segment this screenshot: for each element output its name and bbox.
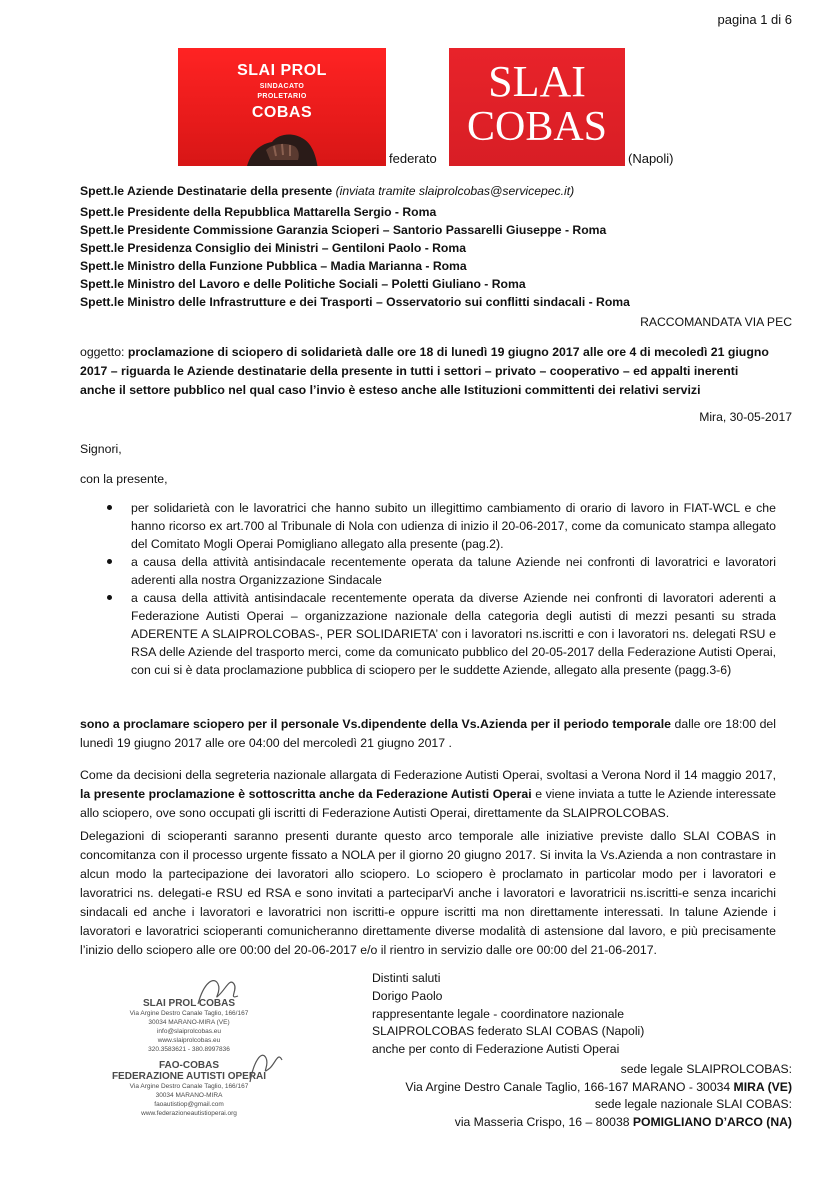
proclamation: [80, 715, 776, 753]
logo-left-line3: PROLETARIO: [257, 93, 307, 100]
closing-line: anche per conto di Federazione Autisti Operai: [372, 1042, 620, 1057]
stamp-line: FAO-COBAS: [159, 1060, 219, 1071]
closing-block: [372, 970, 644, 1059]
stamp-line: Via Argine Destro Canale Taglio, 166/167: [129, 1083, 249, 1090]
paragraph-delegations: Delegazioni di scioperanti saranno presenti durante questo arco temporale alle iniziative previste dallo SLAI COBAS in concomitanza con il processo urgente fissato a NOLA per il giorno 20 giugno 2017. Si invita la Vs.Azienda a non contrastare in alcun modo la partecipazione dei lavoratori allo sciopero. Lo sciopero è proclamato in particolar modo per i lavoratori e lavoratrici ns. delegati-e RSU ed RSA e sono invitati a parteciparVi anche i lavoratori e lavoratricii ns.iscritti-e senza incarichi sindacali ed anche i lavoratori e lavoratrici non iscritti-e oppure iscritti ma non direttamente interessati. In talune Aziende i lavoratori e lavoratrici scioperanti comunicheranno direttamente diverse modalità di astensione dal lavoro, e più precisamente l’inizio dello sciopero alle ore 00:00 del 20-06-2017 e/o il rientro in servizio dalle ore 00:00 del 21-06-2017.: [80, 829, 776, 957]
salutation: Signori,: [80, 442, 122, 456]
decisions-bold: la presente proclamazione è sottoscritta anche da Federazione Autisti Operai: [80, 787, 532, 801]
raccomandata-label: RACCOMANDATA VIA PEC: [640, 315, 792, 329]
handshake-fist-icon: [236, 126, 326, 166]
legal-addresses: [405, 1061, 792, 1131]
stamp-line: 30034 MARANO-MIRA: [155, 1092, 223, 1099]
logo-left-line4: COBAS: [251, 104, 313, 121]
recipient-line: Spett.le Ministro della Funzione Pubblica – Madia Marianna - Roma: [80, 259, 467, 273]
proclamation-bold: sono a proclamare sciopero per il personale Vs.dipendente della Vs.Azienda per il periodo temporale: [80, 717, 672, 731]
page-number: pagina 1 di 6: [717, 12, 792, 27]
recipient-italic: (inviata tramite slaiprolcobas@servicepec.it): [332, 184, 575, 198]
sede-address-1-text: Via Argine Destro Canale Taglio, 166-167 MARANO - 30034: [405, 1079, 734, 1094]
logo-left-line1: SLAI PROL: [237, 62, 327, 79]
proclamation-normal: dalle ore 18:00 del lunedì 19 giugno 2017 alle ore 04:00 del mercoledì 21 giugno 2017 .: [80, 717, 777, 750]
slai-cobas-logo: [449, 48, 625, 166]
closing-line: SLAIPROLCOBAS federato SLAI COBAS (Napoli): [372, 1024, 645, 1039]
stamp-line: 30034 MARANO-MIRA (VE): [148, 1019, 230, 1026]
place-date: Mira, 30-05-2017: [699, 410, 792, 424]
logo-right-line2: COBAS: [466, 104, 608, 150]
stamp-line: www.slaiprolcobas.eu: [157, 1037, 221, 1044]
stamp-line: www.federazioneautistioperai.org: [141, 1110, 237, 1117]
logo-right-line1: SLAI: [488, 57, 586, 106]
recipient-line: Spett.le Presidente Commissione Garanzia Scioperi – Santorio Passarelli Giuseppe - Roma: [80, 223, 607, 237]
recipient-line: Spett.le Presidente della Repubblica Mattarella Sergio - Roma: [80, 205, 437, 219]
napoli-label: (Napoli): [628, 151, 674, 166]
slai-prol-cobas-logo: [178, 48, 386, 166]
stamp-line: faoautistiop@gmail.com: [154, 1101, 224, 1108]
sede-label-1: sede legale SLAIPROLCOBAS:: [620, 1062, 792, 1076]
stamp-line: info@slaiprolcobas.eu: [156, 1028, 222, 1035]
recipient-line: Spett.le Ministro delle Infrastrutture e dei Trasporti – Osservatorio sui conflitti sindacali - Roma: [80, 295, 630, 309]
list-item: a causa della attività antisindacale recentemente operata da talune Aziende nei confronti di lavoratrici e lavoratori aderenti alla nostra Organizzazione Sindacale: [80, 553, 776, 589]
sede-address-2-text: via Masseria Crispo, 16 – 80038: [454, 1114, 633, 1129]
subject-text: proclamazione di sciopero di solidarietà dalle ore 18 di lunedì 19 giugno 2017 alle ore 4 di mecoledì 21 giugno 2017 – riguarda le Aziende destinatarie della presente in tutti i settori – privato – cooperativo – ed appalti inerenti anche il settore pubblico nel qual caso l’invio è esteso anche alle Istituzioni committenti dei relativi servizi: [80, 345, 769, 397]
paragraph-decisions: [80, 766, 776, 823]
closing-line: Distinti saluti: [372, 971, 441, 985]
recipient-line: Spett.le Ministro del Lavoro e delle Politiche Sociali – Poletti Giuliano - Roma: [80, 277, 526, 291]
sede-label-2: sede legale nazionale SLAI COBAS:: [594, 1097, 792, 1111]
stamp-line: SLAI PROL COBAS: [142, 998, 236, 1009]
list-item: a causa della attività antisindacale recentemente operata da diverse Aziende nei confronti di lavoratori aderenti a Federazione Autisti Operai – organizzazione nazionale della categoria degli autisti di mezzi pesanti su strada ADERENTE A SLAIPROLCOBAS-, PER SOLIDARIETA’ con i lavoratori ns.iscritti e con i lavoratori ns. delegati RSU e RSA delle Aziende del trasporto merci, come da comunicato pubblico del 20-05-2017 della Federazione Autisti Operai, con cui si è data proclamazione pubblica di sciopero per le suddette Aziende, allegato alla presente (pagg.3-6): [80, 589, 776, 679]
sede-address-2: [405, 1114, 792, 1132]
sede-address-2-city: POMIGLIANO D’ARCO (NA): [632, 1114, 792, 1129]
federato-label: federato: [389, 151, 437, 166]
signature-mark: [194, 974, 242, 1010]
stamp-line: Via Argine Destro Canale Taglio, 166/167: [129, 1010, 249, 1017]
closing-line: Dorigo Paolo: [372, 988, 443, 1003]
recipient-line: [80, 184, 574, 198]
closing-line: rappresentante legale - coordinatore nazionale: [372, 1006, 625, 1021]
list-item: per solidarietà con le lavoratrici che hanno subito un illegittimo cambiamento di orario di lavoro in FIAT-WCL e che hanno ricorso ex art.700 al Tribunale di Nola con udienza di inizio il 20-06-2017, come da comunicato stampa allegato del Comitato Mogli Operai Pomigliano allegato alla presente (pag.2).: [80, 499, 776, 553]
stamp-line: FEDERAZIONE AUTISTI OPERAI: [111, 1071, 267, 1082]
sede-address-1-city: MIRA (VE): [733, 1079, 792, 1094]
logo-left-line2: SINDACATO: [259, 83, 305, 90]
reasons-list: [80, 499, 776, 679]
decisions-part2: e viene inviata a tutte le Aziende interessate allo sciopero, ove sono occupati gli iscritti di Federazione Autisti Operai, direttamente da SLAIPROLCOBAS.: [80, 787, 776, 820]
stamp-line: 320.3583621 - 380.8997836: [148, 1046, 230, 1053]
subject-label: oggetto:: [80, 345, 128, 359]
signature-mark: [246, 1046, 286, 1086]
recipient-bold: Spett.le Aziende Destinatarie della presente: [80, 184, 333, 198]
recipient-line: Spett.le Presidenza Consiglio dei Ministri – Gentiloni Paolo - Roma: [80, 241, 466, 255]
intro-line: con la presente,: [80, 472, 168, 486]
decisions-part1: Come da decisioni della segreteria nazionale allargata di Federazione Autisti Operai, svoltasi a Verona Nord il 14 maggio 2017,: [80, 768, 776, 782]
organization-stamp: [96, 980, 282, 1125]
subject: [80, 343, 776, 400]
sede-address-1: [405, 1079, 792, 1097]
